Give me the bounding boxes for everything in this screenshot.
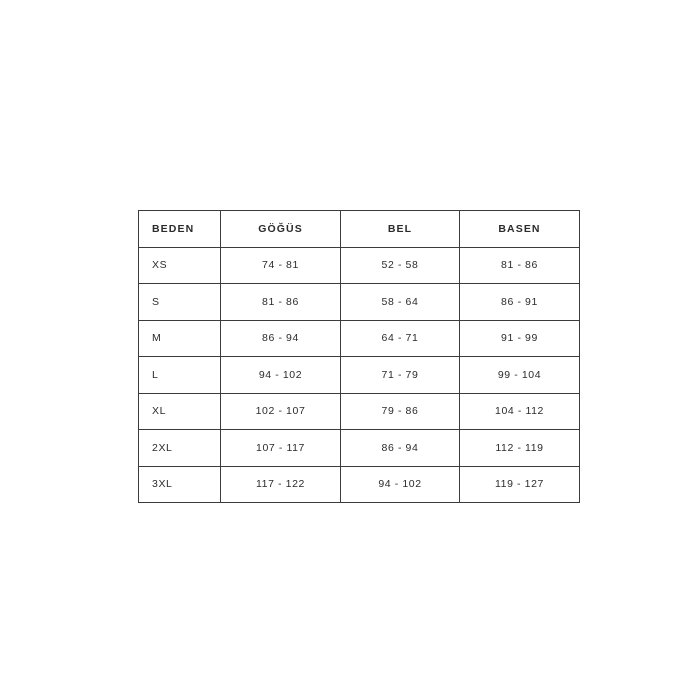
table-header — [139, 211, 580, 248]
cell-chest: 102 - 107 — [221, 393, 341, 430]
cell-hip: 91 - 99 — [460, 320, 580, 357]
cell-hip: 99 - 104 — [460, 357, 580, 394]
cell-waist: 64 - 71 — [341, 320, 460, 357]
cell-size: S — [139, 284, 221, 321]
cell-hip: 81 - 86 — [460, 247, 580, 284]
column-header-beden: BEDEN — [139, 211, 221, 248]
table-row — [139, 357, 580, 394]
cell-size: 2XL — [139, 430, 221, 467]
cell-size: XL — [139, 393, 221, 430]
cell-chest: 86 - 94 — [221, 320, 341, 357]
column-header-gogus: GÖĞÜS — [221, 211, 341, 248]
cell-waist: 79 - 86 — [341, 393, 460, 430]
cell-chest: 107 - 117 — [221, 430, 341, 467]
table-row — [139, 466, 580, 503]
size-chart-table — [138, 210, 580, 503]
cell-hip: 112 - 119 — [460, 430, 580, 467]
cell-size: 3XL — [139, 466, 221, 503]
table-row — [139, 430, 580, 467]
table-row — [139, 393, 580, 430]
table-row — [139, 284, 580, 321]
column-header-basen: BASEN — [460, 211, 580, 248]
cell-waist: 86 - 94 — [341, 430, 460, 467]
cell-size: L — [139, 357, 221, 394]
table-header-row — [139, 211, 580, 248]
cell-hip: 104 - 112 — [460, 393, 580, 430]
column-header-bel: BEL — [341, 211, 460, 248]
table-body — [139, 247, 580, 503]
table-row — [139, 247, 580, 284]
cell-waist: 58 - 64 — [341, 284, 460, 321]
cell-chest: 117 - 122 — [221, 466, 341, 503]
cell-chest: 74 - 81 — [221, 247, 341, 284]
cell-waist: 94 - 102 — [341, 466, 460, 503]
cell-hip: 86 - 91 — [460, 284, 580, 321]
cell-size: XS — [139, 247, 221, 284]
size-chart-container — [138, 210, 562, 503]
cell-waist: 52 - 58 — [341, 247, 460, 284]
cell-chest: 94 - 102 — [221, 357, 341, 394]
cell-chest: 81 - 86 — [221, 284, 341, 321]
cell-waist: 71 - 79 — [341, 357, 460, 394]
cell-size: M — [139, 320, 221, 357]
table-row — [139, 320, 580, 357]
cell-hip: 119 - 127 — [460, 466, 580, 503]
